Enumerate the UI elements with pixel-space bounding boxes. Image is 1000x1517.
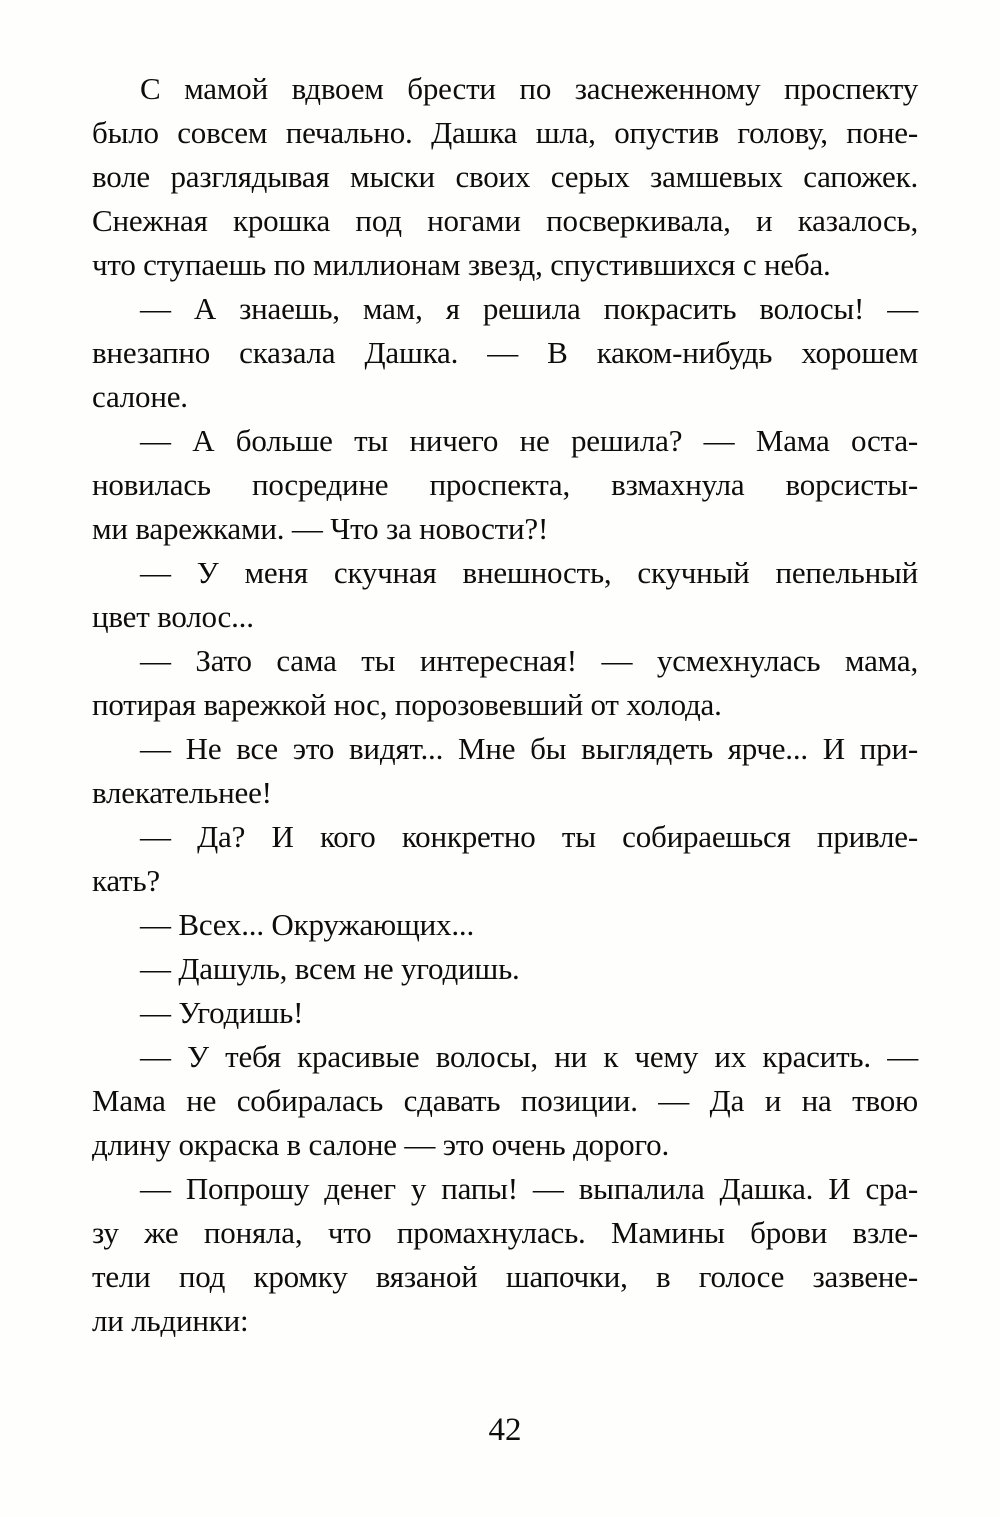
paragraph	[92, 1035, 918, 1167]
text-line: новилась посредине проспекта, взмахнула ворсисты-	[92, 467, 918, 502]
text-line: зу же поняла, что промахнулась. Мамины брови взле-	[92, 1215, 918, 1250]
text-line: длину окраска в салоне — это очень дорого.	[92, 1127, 670, 1162]
text-line: — А больше ты ничего не решила? — Мама оста-	[140, 423, 918, 458]
text-line: — У меня скучная внешность, скучный пепельный	[140, 555, 918, 590]
text-line: — Не все это видят... Мне бы выглядеть ярче... И при-	[140, 731, 918, 766]
paragraph	[92, 1167, 918, 1343]
text-line: воле разглядывая мыски своих серых замшевых сапожек.	[92, 159, 918, 194]
paragraph	[92, 903, 918, 947]
text-line: салоне.	[92, 379, 188, 414]
text-line: — Попрошу денег у папы! — выпалила Дашка. И сра-	[140, 1171, 918, 1206]
text-line: — Всех... Окружающих...	[140, 907, 474, 942]
text-line: тели под кромку вязаной шапочки, в голосе зазвене-	[92, 1259, 918, 1294]
text-line: было совсем печально. Дашка шла, опустив голову, поне-	[92, 115, 918, 150]
paragraph	[92, 815, 918, 903]
text-line: — У тебя красивые волосы, ни к чему их красить. —	[140, 1039, 918, 1074]
text-line: что ступаешь по миллионам звезд, спустившихся с неба.	[92, 247, 831, 282]
paragraph	[92, 67, 918, 287]
text-line: цвет волос...	[92, 599, 254, 634]
paragraph	[92, 947, 918, 991]
paragraph	[92, 551, 918, 639]
text-line: ли льдинки:	[92, 1303, 249, 1338]
page-number: 42	[488, 1412, 522, 1448]
text-line: С мамой вдвоем брести по заснеженному проспекту	[140, 71, 918, 106]
text-line: Снежная крошка под ногами посверкивала, и казалось,	[92, 203, 918, 238]
text-line: внезапно сказала Дашка. — В каком-нибудь хорошем	[92, 335, 918, 370]
text-line: влекательнее!	[92, 775, 272, 810]
text-line: — Да? И кого конкретно ты собираешься привле-	[140, 819, 918, 854]
page-text	[92, 67, 918, 1343]
text-line: — Угодишь!	[140, 995, 304, 1030]
paragraph	[92, 287, 918, 419]
text-line: — А знаешь, мам, я решила покрасить волосы! —	[140, 291, 918, 326]
text-line: кать?	[92, 863, 160, 898]
text-line: Мама не собиралась сдавать позиции. — Да и на твою	[92, 1083, 918, 1118]
text-line: ми варежками. — Что за новости?!	[92, 511, 549, 546]
text-line: — Зато сама ты интересная! — усмехнулась мама,	[140, 643, 918, 678]
text-line: потирая варежкой нос, порозовевший от холода.	[92, 687, 722, 722]
text-line: — Дашуль, всем не угодишь.	[140, 951, 520, 986]
paragraph	[92, 639, 918, 727]
paragraph	[92, 727, 918, 815]
paragraph	[92, 419, 918, 551]
paragraph	[92, 991, 918, 1035]
